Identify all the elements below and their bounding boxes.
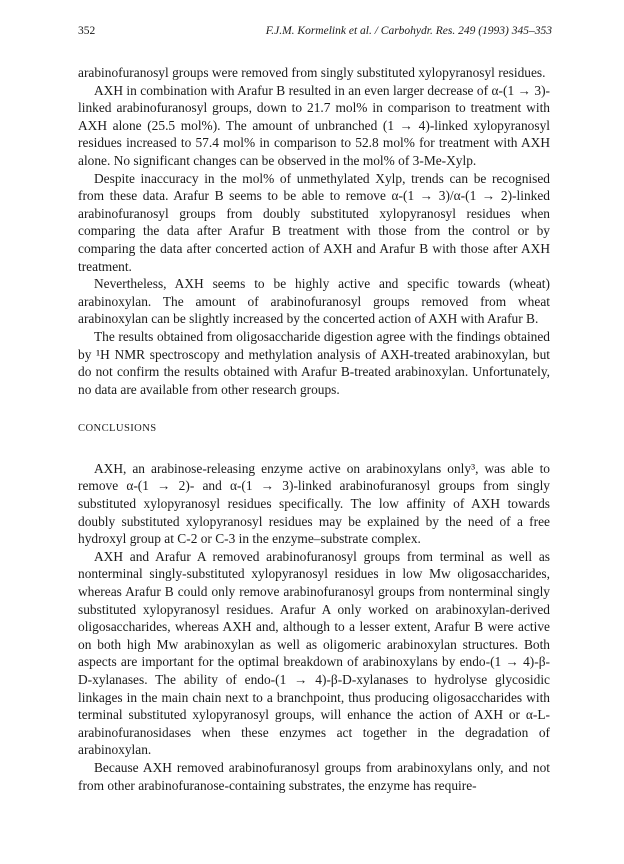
section-heading: CONCLUSIONS	[78, 423, 157, 435]
paragraph: arabinofuranosyl groups were removed from singly substituted xylopyranosyl residues.	[78, 65, 546, 80]
page-header	[78, 22, 552, 40]
paragraph: Nevertheless, AXH seems to be highly active and specific towards (wheat) arabinoxylan. The amount of arabinofuranosyl groups removed from wheat arabinoxylan can be slightly increased by the concerted action of AXH with Arafur B.	[78, 276, 550, 327]
paragraph: The results obtained from oligosaccharide digestion agree with the findings obtained by ¹H NMR spectroscopy and methylation analysis of AXH-treated arabinoxylan, but do not confirm the results obtained with Arafur B-treated arabinoxylan. Unfortunately, no data are available from other research groups.	[78, 328, 550, 397]
paragraph: AXH, an arabinose-releasing enzyme active on arabinoxylans only³, was able to remove α-(1 → 2)- and α-(1 → 3)-linked arabinofuranosyl groups from singly substituted xylopyranosyl residues specifically. The low affinity of AXH towards doubly substituted xylopyranosyl residues may be explained by the need of a free hydroxyl group at C-2 or C-3 in the enzyme–substrate complex.	[78, 460, 550, 547]
paragraph: Despite inaccuracy in the mol% of unmethylated Xylp, trends can be recognised from these data. Arafur B seems to be able to remove α-(1 → 3)/α-(1 → 2)-linked arabinofuranosyl groups from doubly substituted xylopyranosyl residues when comparing the data after Arafur B treatment with those from the control or by comparing the data after concerted action of AXH and Arafur B with those after AXH treatment.	[78, 170, 550, 274]
running-head: F.J.M. Kormelink et al. / Carbohydr. Res. 249 (1993) 345–353	[265, 25, 552, 37]
paragraph: AXH in combination with Arafur B resulted in an even larger decrease of α-(1 → 3)-linked arabinofuranosyl groups, down to 21.7 mol% in comparison to treatment with AXH alone (25.5 mol%). The amount of unbranched (1 → 4)-linked xylopyranosyl residues increased to 57.4 mol% in comparison to 52.8 mol% for treatment with AXH alone. No significant changes can be observed in the mol% of 3-Me-Xylp.	[78, 82, 550, 168]
page-number: 352	[78, 25, 96, 37]
paragraph: AXH and Arafur A removed arabinofuranosyl groups from terminal as well as nonterminal singly-substituted xylopyranosyl residues in low Mw oligosaccharides, whereas Arafur B could only remove arabinofuranosyl groups from nonterminal singly substituted xylopyranosyl residues. Arafur A only worked on arabinoxylan-derived oligosaccharides, whereas AXH and, although to a lesser extent, Arafur B were active on both high Mw arabinoxylan as well as oligomeric arabinoxylan structures. Both aspects are important for the optimal breakdown of arabinoxylans by endo-(1 → 4)-β-D-xylanases. The ability of endo-(1 → 4)-β-D-xylanases to hydrolyse glycosidic linkages in the main chain next to a branchpoint, thus producing oligosaccharides with terminal substituted xylopyranosyl groups, will enhance the action of AXH or α-L-arabinofuranosidases when these enzymes act together in the degradation of arabinoxylan.	[78, 548, 550, 758]
paragraph: Because AXH removed arabinofuranosyl groups from arabinoxylans only, and not from other arabinofuranose-containing substrates, the enzyme has require-	[78, 759, 550, 793]
article-body	[78, 64, 550, 794]
